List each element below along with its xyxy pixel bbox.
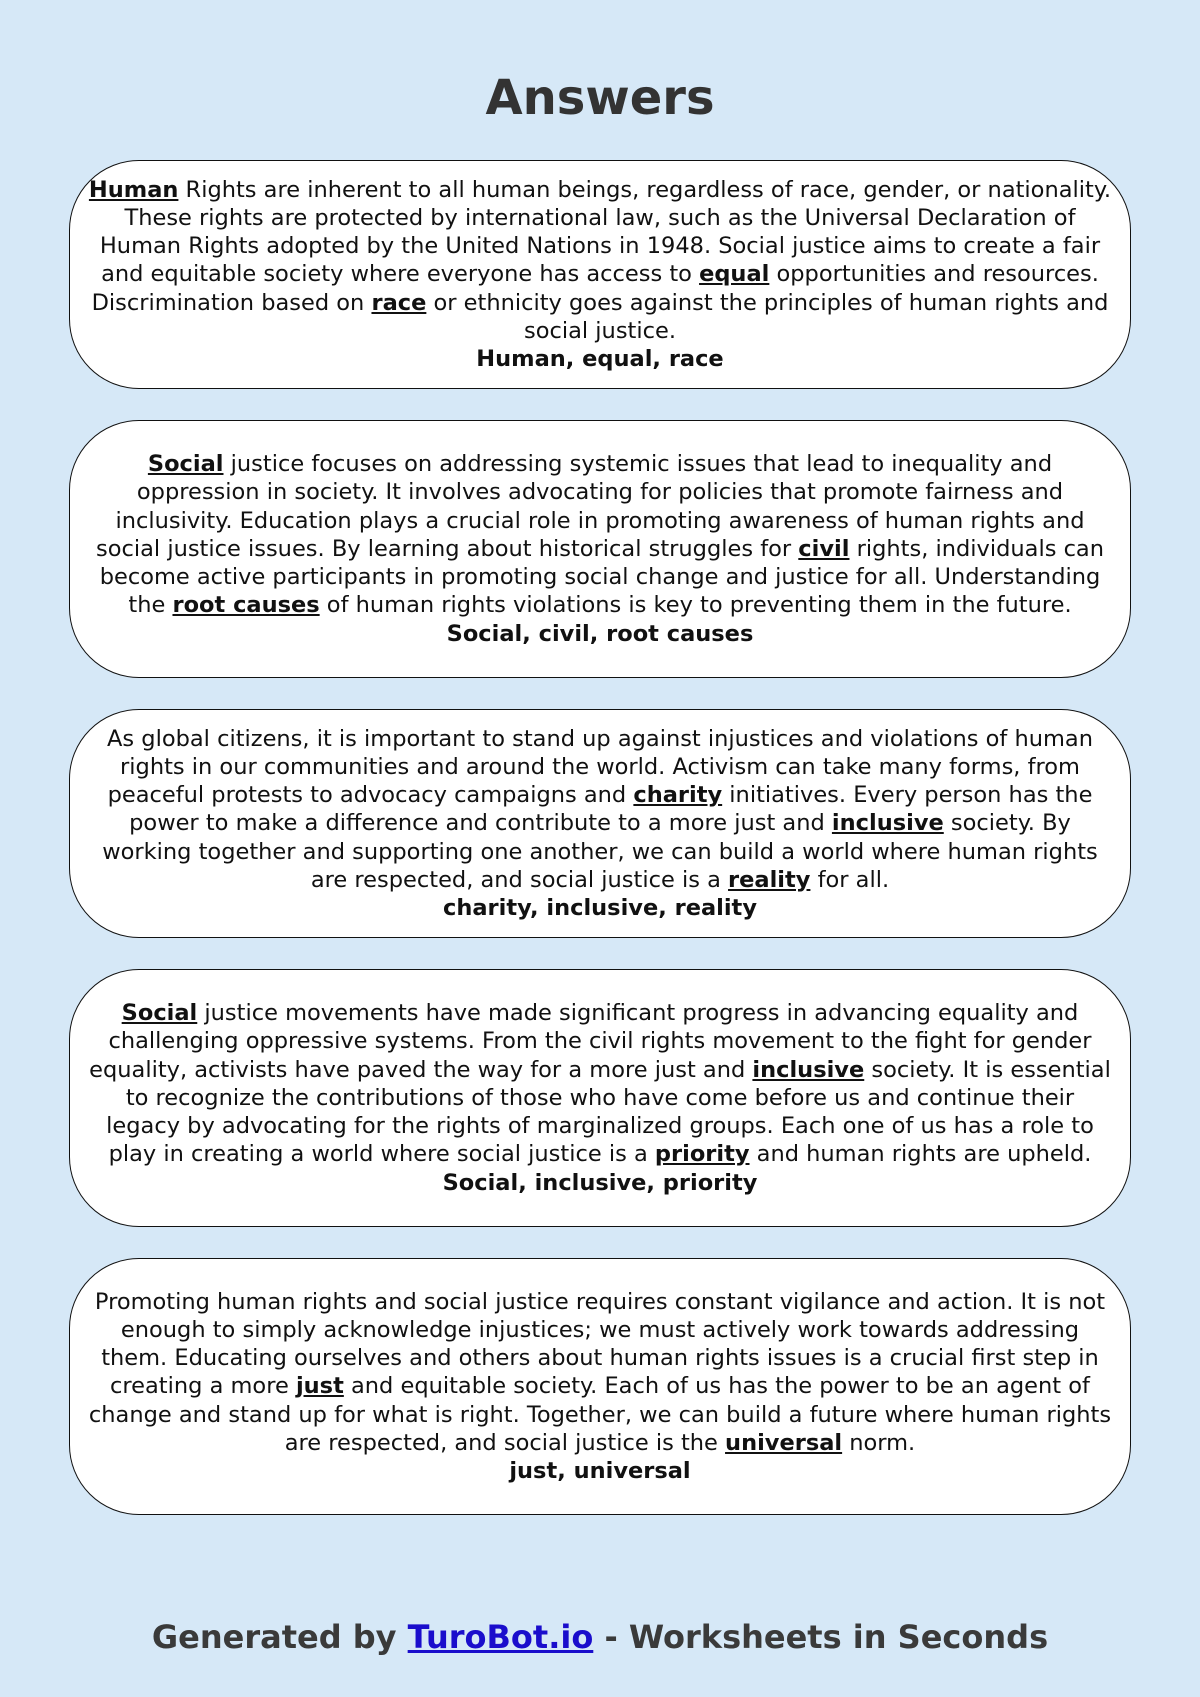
card-passage bbox=[88, 1288, 1112, 1457]
answer-word: just bbox=[295, 1373, 344, 1400]
answer-word: Social bbox=[147, 451, 224, 478]
passage-text: Promoting human rights and social justice requires constant vigilance and action. It is not enough to simply acknowledge injustices; we must actively work towards addressing them. Educating ourselves and others about human rights issues is a crucial first step in creating a more bbox=[94, 1288, 1106, 1400]
passage-text: Rights are inherent to all human beings, regardless of race, gender, or nationality. These rights are protected by international law, such as the Universal Declaration of Human Rights adopted by the United Nations in 1948. Social justice aims to create a fair and equitable society where everyone has access to bbox=[99, 176, 1112, 288]
answer-word: priority bbox=[654, 1141, 750, 1168]
passage-text: of human rights violations is key to preventing them in the future. bbox=[319, 592, 1072, 619]
passage-text: or ethnicity goes against the principles of human rights and social justice. bbox=[426, 289, 1109, 344]
card-answers: charity, inclusive, reality bbox=[442, 895, 757, 921]
answer-word: race bbox=[371, 289, 427, 316]
turobot-link[interactable]: TuroBot.io bbox=[407, 1618, 594, 1656]
card-answers: Social, inclusive, priority bbox=[442, 1169, 758, 1196]
answer-word: universal bbox=[725, 1429, 843, 1456]
passage-text: society. By working together and supporting one another, we can build a world where human rights are respected, and social justice is a bbox=[102, 810, 1098, 893]
page-title: Answers bbox=[485, 70, 715, 126]
passage-text: rights, individuals can become active participants in promoting social change and justice for all. Understanding the bbox=[99, 535, 1104, 619]
answer-card bbox=[69, 969, 1131, 1227]
card-passage bbox=[88, 999, 1112, 1168]
card-passage bbox=[88, 450, 1112, 619]
passage-text: justice focuses on addressing systemic issues that lead to inequality and oppression in society. It involves advocating for policies that promote fairness and inclusivity. Education plays a crucial role in promoting awareness of human rights and social justice issues. By learning about historical struggles for bbox=[96, 451, 1085, 562]
card-passage bbox=[88, 725, 1112, 894]
answer-word: inclusive bbox=[831, 810, 944, 837]
passage-text: initiatives. Every person has the power to make a difference and contribute to a more just and bbox=[129, 782, 1093, 837]
answer-word: Human bbox=[88, 176, 179, 203]
card-passage bbox=[88, 176, 1112, 345]
card-answers: Social, civil, root causes bbox=[446, 620, 754, 647]
answer-card bbox=[69, 160, 1131, 389]
passage-text: society. It is essential to recognize the contributions of those who have come before us and continue their legacy by advocating for the rights of marginalized groups. Each one of us has a role to play in creating a world where social justice is a bbox=[106, 1056, 1111, 1168]
answer-word: root causes bbox=[172, 592, 320, 619]
passage-text: opportunities and resources. Discrimination based on bbox=[91, 261, 1099, 316]
answer-card bbox=[69, 1258, 1131, 1515]
footer-suffix: - Worksheets in Seconds bbox=[593, 1618, 1049, 1656]
card-answers: Human, equal, race bbox=[476, 346, 724, 372]
passage-text: justice movements have made significant progress in advancing equality and challenging oppressive systems. From the civil rights movement to the fight for gender equality, activists have paved the way for a more just and bbox=[89, 1000, 1092, 1083]
answer-card bbox=[69, 709, 1131, 938]
passage-text: norm. bbox=[842, 1429, 916, 1456]
answer-word: inclusive bbox=[752, 1056, 865, 1083]
answer-word: civil bbox=[798, 535, 850, 562]
card-answers: just, universal bbox=[509, 1458, 691, 1484]
answer-card bbox=[69, 420, 1131, 678]
answer-word: equal bbox=[699, 261, 770, 288]
passage-text: for all. bbox=[810, 866, 890, 893]
passage-text: As global citizens, it is important to stand up against injustices and violations of human rights in our communities and around the world. Activism can take many forms, from peaceful protests to advocacy campaigns and bbox=[107, 725, 1093, 809]
passage-text: and equitable society. Each of us has the power to be an agent of change and stand up for what is right. Together, we can build a future where human rights are respected, and social justice is the bbox=[88, 1373, 1112, 1456]
passage-text: and human rights are upheld. bbox=[749, 1141, 1092, 1168]
footer bbox=[0, 1617, 1200, 1657]
answer-word: reality bbox=[728, 866, 811, 893]
answer-word: charity bbox=[633, 782, 723, 809]
answer-word: Social bbox=[121, 1000, 198, 1027]
footer-prefix: Generated by bbox=[151, 1618, 408, 1656]
